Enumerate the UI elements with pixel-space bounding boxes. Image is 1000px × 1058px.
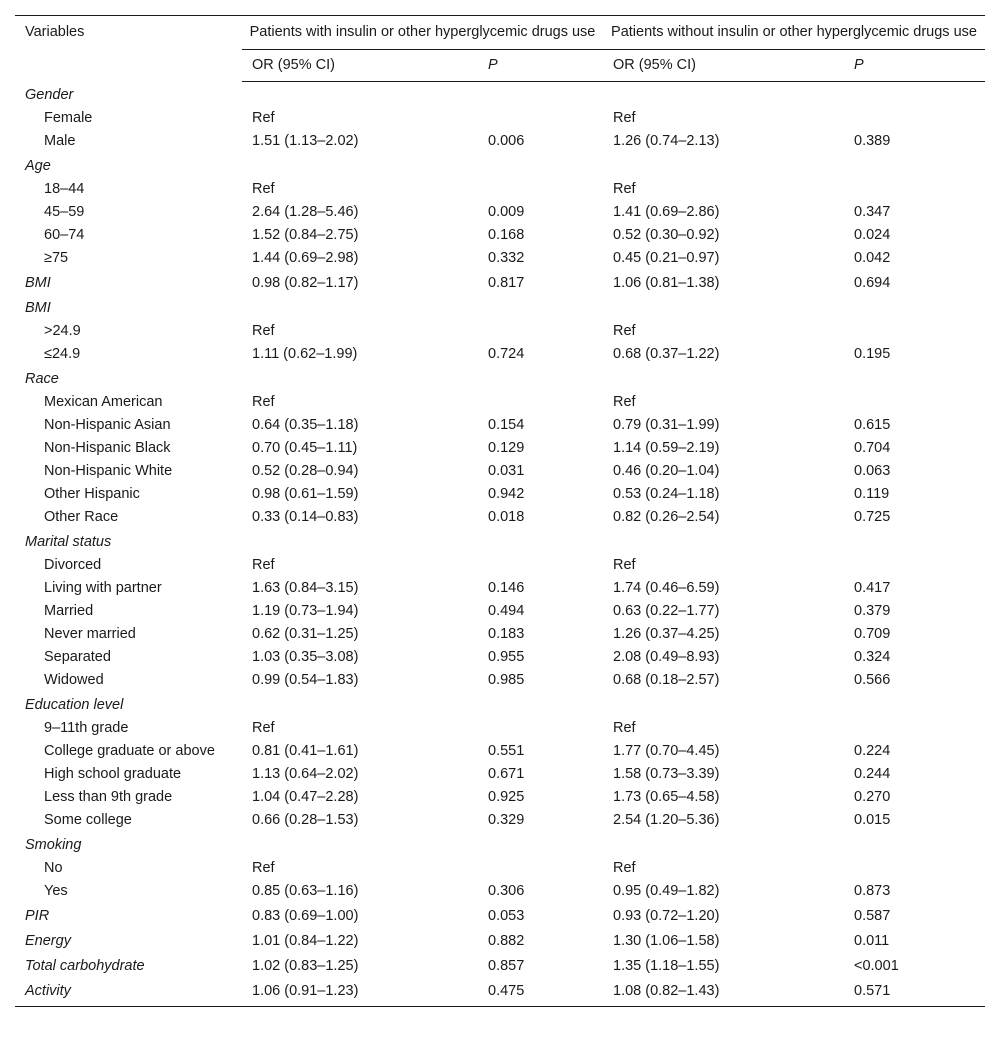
table-row [15, 881, 985, 904]
p-value-cell-group1: 0.154 [488, 417, 525, 433]
p-value-cell-group2: 0.244 [854, 766, 891, 782]
or-ci-cell-group2: 0.79 (0.31–1.99) [613, 417, 720, 433]
or-ci-cell-group1 [242, 530, 478, 555]
p-value-cell-group1 [478, 858, 603, 881]
p-value-cell-group2 [844, 693, 985, 718]
p-value-cell-group2 [844, 321, 985, 344]
p-value-cell-group2 [844, 392, 985, 415]
or-ci-cell-group2: Ref [613, 110, 636, 126]
p-value-cell-group1: 0.985 [488, 672, 525, 688]
p-value-cell-group2: 0.615 [854, 417, 891, 433]
or-ci-cell-group2: 0.95 (0.49–1.82) [613, 883, 720, 899]
or-ci-cell-group1: Ref [252, 110, 275, 126]
table-row [15, 929, 985, 954]
table-row [15, 154, 985, 179]
or-ci-cell-group2 [603, 82, 844, 109]
or-ci-cell-group2: 0.68 (0.18–2.57) [613, 672, 720, 688]
subcategory-label: Never married [44, 626, 136, 642]
p-value-cell-group1: 0.817 [488, 275, 525, 291]
table-row [15, 415, 985, 438]
or-ci-cell-group1: 0.64 (0.35–1.18) [252, 417, 359, 433]
table-row [15, 507, 985, 530]
table-body [15, 82, 985, 1007]
p-value-cell-group1: 0.183 [488, 626, 525, 642]
table-row [15, 601, 985, 624]
table-row [15, 810, 985, 833]
or-ci-cell-group1 [242, 367, 478, 392]
group-without-drugs-header: Patients without insulin or other hyperglycemic drugs use [603, 16, 985, 50]
p-value-cell-group2 [844, 108, 985, 131]
subcategory-label: 9–11th grade [44, 720, 129, 736]
category-label: BMI [25, 300, 51, 316]
subcategory-label: ≤24.9 [44, 346, 81, 362]
or-ci-cell-group1 [242, 82, 478, 109]
p-value-cell-group2 [844, 82, 985, 109]
p-value-cell-group1 [478, 530, 603, 555]
table-row [15, 321, 985, 344]
p-value-cell-group1: 0.306 [488, 883, 525, 899]
or-ci-cell-group1: 0.85 (0.63–1.16) [252, 883, 359, 899]
table-row [15, 179, 985, 202]
category-label: BMI [25, 275, 51, 291]
subcategory-label: 60–74 [44, 227, 85, 243]
table-row [15, 82, 985, 109]
or-ci-cell-group1: 1.13 (0.64–2.02) [252, 766, 359, 782]
table-row [15, 904, 985, 929]
subcategory-label: Non-Hispanic White [44, 463, 173, 479]
table-row [15, 248, 985, 271]
p-value-cell-group2 [844, 833, 985, 858]
table-row [15, 693, 985, 718]
or-ci-cell-group2 [603, 296, 844, 321]
table-row [15, 461, 985, 484]
p-value-cell-group1 [478, 82, 603, 109]
table-row [15, 578, 985, 601]
or-ci-cell-group2 [603, 693, 844, 718]
p-value-cell-group1: 0.168 [488, 227, 525, 243]
or-ci-cell-group2: 0.82 (0.26–2.54) [613, 509, 720, 525]
subcategory-label: Less than 9th grade [44, 789, 173, 805]
p-value-cell-group2: 0.270 [854, 789, 891, 805]
table-row [15, 858, 985, 881]
p-value-cell-group1 [478, 392, 603, 415]
table-row [15, 367, 985, 392]
category-label: Energy [25, 933, 71, 949]
p-value-cell-group1 [478, 321, 603, 344]
p-value-cell-group2 [844, 718, 985, 741]
or-ci-cell-group1 [242, 693, 478, 718]
or-ci-cell-group1: Ref [252, 557, 275, 573]
category-label: Marital status [25, 534, 112, 550]
p-value-cell-group1 [478, 693, 603, 718]
table-row [15, 296, 985, 321]
or-ci-cell-group2 [603, 367, 844, 392]
subcategory-label: High school graduate [44, 766, 182, 782]
or-ci-cell-group1: Ref [252, 394, 275, 410]
table-row [15, 833, 985, 858]
or-ci-cell-group1: 2.64 (1.28–5.46) [252, 204, 359, 220]
or-ci-cell-group2: 1.41 (0.69–2.86) [613, 204, 720, 220]
category-label: PIR [25, 908, 50, 924]
table-row [15, 225, 985, 248]
p-value-cell-group1: 0.925 [488, 789, 525, 805]
or-ci-cell-group1: 1.44 (0.69–2.98) [252, 250, 359, 266]
or-ci-cell-group2: 1.26 (0.74–2.13) [613, 133, 720, 149]
p-value-cell-group2: 0.379 [854, 603, 891, 619]
or-ci-cell-group1: 1.06 (0.91–1.23) [252, 983, 359, 999]
or-ci-cell-group2: Ref [613, 557, 636, 573]
or-ci-cell-group1: 1.51 (1.13–2.02) [252, 133, 359, 149]
p-value-cell-group2: 0.709 [854, 626, 891, 642]
or-ci-cell-group1: Ref [252, 323, 275, 339]
subcategory-label: >24.9 [44, 323, 81, 339]
table-row [15, 979, 985, 1007]
p-value-cell-group2: 0.694 [854, 275, 891, 291]
p-value-cell-group2: 0.324 [854, 649, 891, 665]
p-value-cell-group2: 0.024 [854, 227, 891, 243]
table-row [15, 344, 985, 367]
p-value-cell-group1: 0.018 [488, 509, 525, 525]
p-value-cell-group2: 0.011 [854, 933, 890, 949]
or-ci-cell-group2 [603, 154, 844, 179]
p-value-cell-group1 [478, 179, 603, 202]
or-ci-cell-group1: 0.81 (0.41–1.61) [252, 743, 359, 759]
table-row [15, 647, 985, 670]
p-value-cell-group2: 0.571 [854, 983, 891, 999]
table-header [15, 16, 985, 82]
or-ci-cell-group2: Ref [613, 181, 636, 197]
subcategory-label: Some college [44, 812, 132, 828]
or-ci-cell-group2: Ref [613, 323, 636, 339]
p-value-cell-group1: 0.329 [488, 812, 525, 828]
p-value-cell-group1: 0.006 [488, 133, 525, 149]
or-ci-cell-group2: 0.63 (0.22–1.77) [613, 603, 720, 619]
subcategory-label: Non-Hispanic Asian [44, 417, 171, 433]
or-ci-cell-group1 [242, 154, 478, 179]
or-ci-cell-group2: 2.08 (0.49–8.93) [613, 649, 720, 665]
table-row [15, 271, 985, 296]
or-ci-cell-group1: 0.98 (0.61–1.59) [252, 486, 359, 502]
or-ci-cell-group1: Ref [252, 860, 275, 876]
p-value-cell-group2: 0.566 [854, 672, 891, 688]
p-header-group2: P [844, 50, 985, 82]
or-ci-cell-group1: 0.83 (0.69–1.00) [252, 908, 359, 924]
p-value-cell-group2: 0.224 [854, 743, 891, 759]
or-ci-cell-group2: 1.73 (0.65–4.58) [613, 789, 720, 805]
subcategory-label: College graduate or above [44, 743, 215, 759]
table-row [15, 438, 985, 461]
subcategory-label: 18–44 [44, 181, 85, 197]
or-ci-cell-group2: 2.54 (1.20–5.36) [613, 812, 720, 828]
p-value-cell-group2: 0.063 [854, 463, 891, 479]
p-value-cell-group1 [478, 108, 603, 131]
subcategory-label: Other Race [44, 509, 119, 525]
p-value-cell-group1 [478, 555, 603, 578]
p-value-cell-group2: 0.873 [854, 883, 891, 899]
table-row [15, 787, 985, 810]
or-ci-cell-group2: 0.68 (0.37–1.22) [613, 346, 720, 362]
or-ci-cell-group1: 1.03 (0.35–3.08) [252, 649, 359, 665]
p-value-cell-group1: 0.724 [488, 346, 525, 362]
p-value-cell-group2 [844, 179, 985, 202]
or-ci-cell-group1: 0.33 (0.14–0.83) [252, 509, 359, 525]
or-ci-cell-group2: 1.08 (0.82–1.43) [613, 983, 720, 999]
p-value-cell-group1 [478, 296, 603, 321]
subcategory-label: Living with partner [44, 580, 162, 596]
p-value-cell-group2 [844, 296, 985, 321]
p-value-cell-group2: 0.587 [854, 908, 891, 924]
subcategory-label: 45–59 [44, 204, 85, 220]
variables-header: Variables [25, 24, 85, 40]
table-row [15, 392, 985, 415]
p-value-cell-group2 [844, 530, 985, 555]
category-label: Education level [25, 697, 124, 713]
or-ci-cell-group1: 0.98 (0.82–1.17) [252, 275, 359, 291]
or-ci-cell-group1: 0.62 (0.31–1.25) [252, 626, 359, 642]
p-value-cell-group2: 0.417 [854, 580, 891, 596]
or-ci-cell-group1: 0.66 (0.28–1.53) [252, 812, 359, 828]
p-value-cell-group2: 0.389 [854, 133, 891, 149]
subcategory-label: Divorced [44, 557, 102, 573]
or-ci-cell-group2: 1.77 (0.70–4.45) [613, 743, 720, 759]
p-value-cell-group1 [478, 718, 603, 741]
p-value-cell-group1: 0.671 [488, 766, 525, 782]
p-value-cell-group1: 0.857 [488, 958, 525, 974]
p-value-cell-group2: <0.001 [854, 958, 899, 974]
or-ci-cell-group2: 1.58 (0.73–3.39) [613, 766, 720, 782]
p-value-cell-group2: 0.704 [854, 440, 891, 456]
or-ci-cell-group1: 1.01 (0.84–1.22) [252, 933, 359, 949]
p-value-cell-group2: 0.119 [854, 486, 890, 502]
or-ci-cell-group2: 1.14 (0.59–2.19) [613, 440, 720, 456]
p-value-cell-group2: 0.015 [854, 812, 891, 828]
group-with-drugs-header: Patients with insulin or other hyperglycemic drugs use [242, 16, 603, 50]
p-value-cell-group1: 0.332 [488, 250, 525, 266]
subcategory-label: Yes [44, 883, 68, 899]
or-ci-cell-group2: Ref [613, 394, 636, 410]
or-ci-cell-group2: 0.93 (0.72–1.20) [613, 908, 720, 924]
or-ci-cell-group1: 1.04 (0.47–2.28) [252, 789, 359, 805]
or-ci-cell-group1: 1.11 (0.62–1.99) [252, 346, 358, 362]
p-value-cell-group2: 0.725 [854, 509, 891, 525]
table-row [15, 624, 985, 647]
or-ci-cell-group1: 0.99 (0.54–1.83) [252, 672, 359, 688]
table-row [15, 764, 985, 787]
or-ci-header-group1: OR (95% CI) [242, 50, 478, 82]
table-row [15, 530, 985, 555]
p-value-cell-group1 [478, 367, 603, 392]
p-header-group1: P [478, 50, 603, 82]
table-row [15, 954, 985, 979]
table-row [15, 108, 985, 131]
subcategory-label: Male [44, 133, 76, 149]
or-ci-cell-group1: 0.70 (0.45–1.11) [252, 440, 358, 456]
or-ci-cell-group2: 0.46 (0.20–1.04) [613, 463, 720, 479]
p-value-cell-group2: 0.195 [854, 346, 891, 362]
or-ci-cell-group1: 1.52 (0.84–2.75) [252, 227, 359, 243]
table-row [15, 741, 985, 764]
table-row [15, 131, 985, 154]
subcategory-label: Married [44, 603, 94, 619]
subcategory-label: Mexican American [44, 394, 163, 410]
p-value-cell-group2: 0.042 [854, 250, 891, 266]
odds-ratio-table-container [15, 15, 985, 1007]
or-ci-cell-group2 [603, 530, 844, 555]
or-ci-cell-group2: 1.74 (0.46–6.59) [613, 580, 720, 596]
or-ci-cell-group1: Ref [252, 181, 275, 197]
p-value-cell-group1: 0.551 [488, 743, 525, 759]
or-ci-cell-group2: 1.26 (0.37–4.25) [613, 626, 720, 642]
or-ci-cell-group2: 1.30 (1.06–1.58) [613, 933, 720, 949]
subcategory-label: Non-Hispanic Black [44, 440, 171, 456]
p-value-cell-group1: 0.031 [488, 463, 525, 479]
table-row [15, 718, 985, 741]
subcategory-label: Widowed [44, 672, 104, 688]
category-label: Age [25, 158, 51, 174]
or-ci-cell-group1: 1.63 (0.84–3.15) [252, 580, 359, 596]
category-label: Race [25, 371, 59, 387]
p-value-cell-group1 [478, 154, 603, 179]
p-value-cell-group1: 0.494 [488, 603, 525, 619]
or-ci-cell-group2: 0.52 (0.30–0.92) [613, 227, 720, 243]
or-ci-cell-group2: Ref [613, 720, 636, 736]
subcategory-label: Separated [44, 649, 111, 665]
category-label: Smoking [25, 837, 82, 853]
or-ci-cell-group1: Ref [252, 720, 275, 736]
subcategory-label: Other Hispanic [44, 486, 140, 502]
or-ci-cell-group1 [242, 833, 478, 858]
subcategory-label: Female [44, 110, 93, 126]
table-row [15, 202, 985, 225]
subcategory-label: No [44, 860, 63, 876]
or-ci-header-group2: OR (95% CI) [603, 50, 844, 82]
p-value-cell-group1: 0.009 [488, 204, 525, 220]
p-value-cell-group1: 0.955 [488, 649, 525, 665]
or-ci-cell-group1 [242, 296, 478, 321]
table-row [15, 555, 985, 578]
p-value-cell-group1: 0.942 [488, 486, 525, 502]
category-label: Activity [25, 983, 71, 999]
p-value-cell-group1: 0.129 [488, 440, 525, 456]
p-value-cell-group2 [844, 555, 985, 578]
odds-ratio-table [15, 15, 985, 1007]
p-value-cell-group2: 0.347 [854, 204, 891, 220]
p-value-cell-group2 [844, 858, 985, 881]
table-row [15, 484, 985, 507]
or-ci-cell-group2: 1.35 (1.18–1.55) [613, 958, 720, 974]
p-value-cell-group2 [844, 154, 985, 179]
subcategory-label: ≥75 [44, 250, 69, 266]
category-label: Gender [25, 86, 74, 103]
or-ci-cell-group2: Ref [613, 860, 636, 876]
or-ci-cell-group1: 1.19 (0.73–1.94) [252, 603, 359, 619]
p-value-cell-group1 [478, 833, 603, 858]
or-ci-cell-group2: 0.45 (0.21–0.97) [613, 250, 720, 266]
p-value-cell-group2 [844, 367, 985, 392]
category-label: Total carbohydrate [25, 958, 145, 974]
p-value-cell-group1: 0.882 [488, 933, 525, 949]
or-ci-cell-group2: 0.53 (0.24–1.18) [613, 486, 720, 502]
table-row [15, 670, 985, 693]
or-ci-cell-group1: 1.02 (0.83–1.25) [252, 958, 359, 974]
or-ci-cell-group1: 0.52 (0.28–0.94) [252, 463, 359, 479]
p-value-cell-group1: 0.053 [488, 908, 525, 924]
or-ci-cell-group2 [603, 833, 844, 858]
or-ci-cell-group2: 1.06 (0.81–1.38) [613, 275, 720, 291]
p-value-cell-group1: 0.146 [488, 580, 525, 596]
p-value-cell-group1: 0.475 [488, 983, 525, 999]
